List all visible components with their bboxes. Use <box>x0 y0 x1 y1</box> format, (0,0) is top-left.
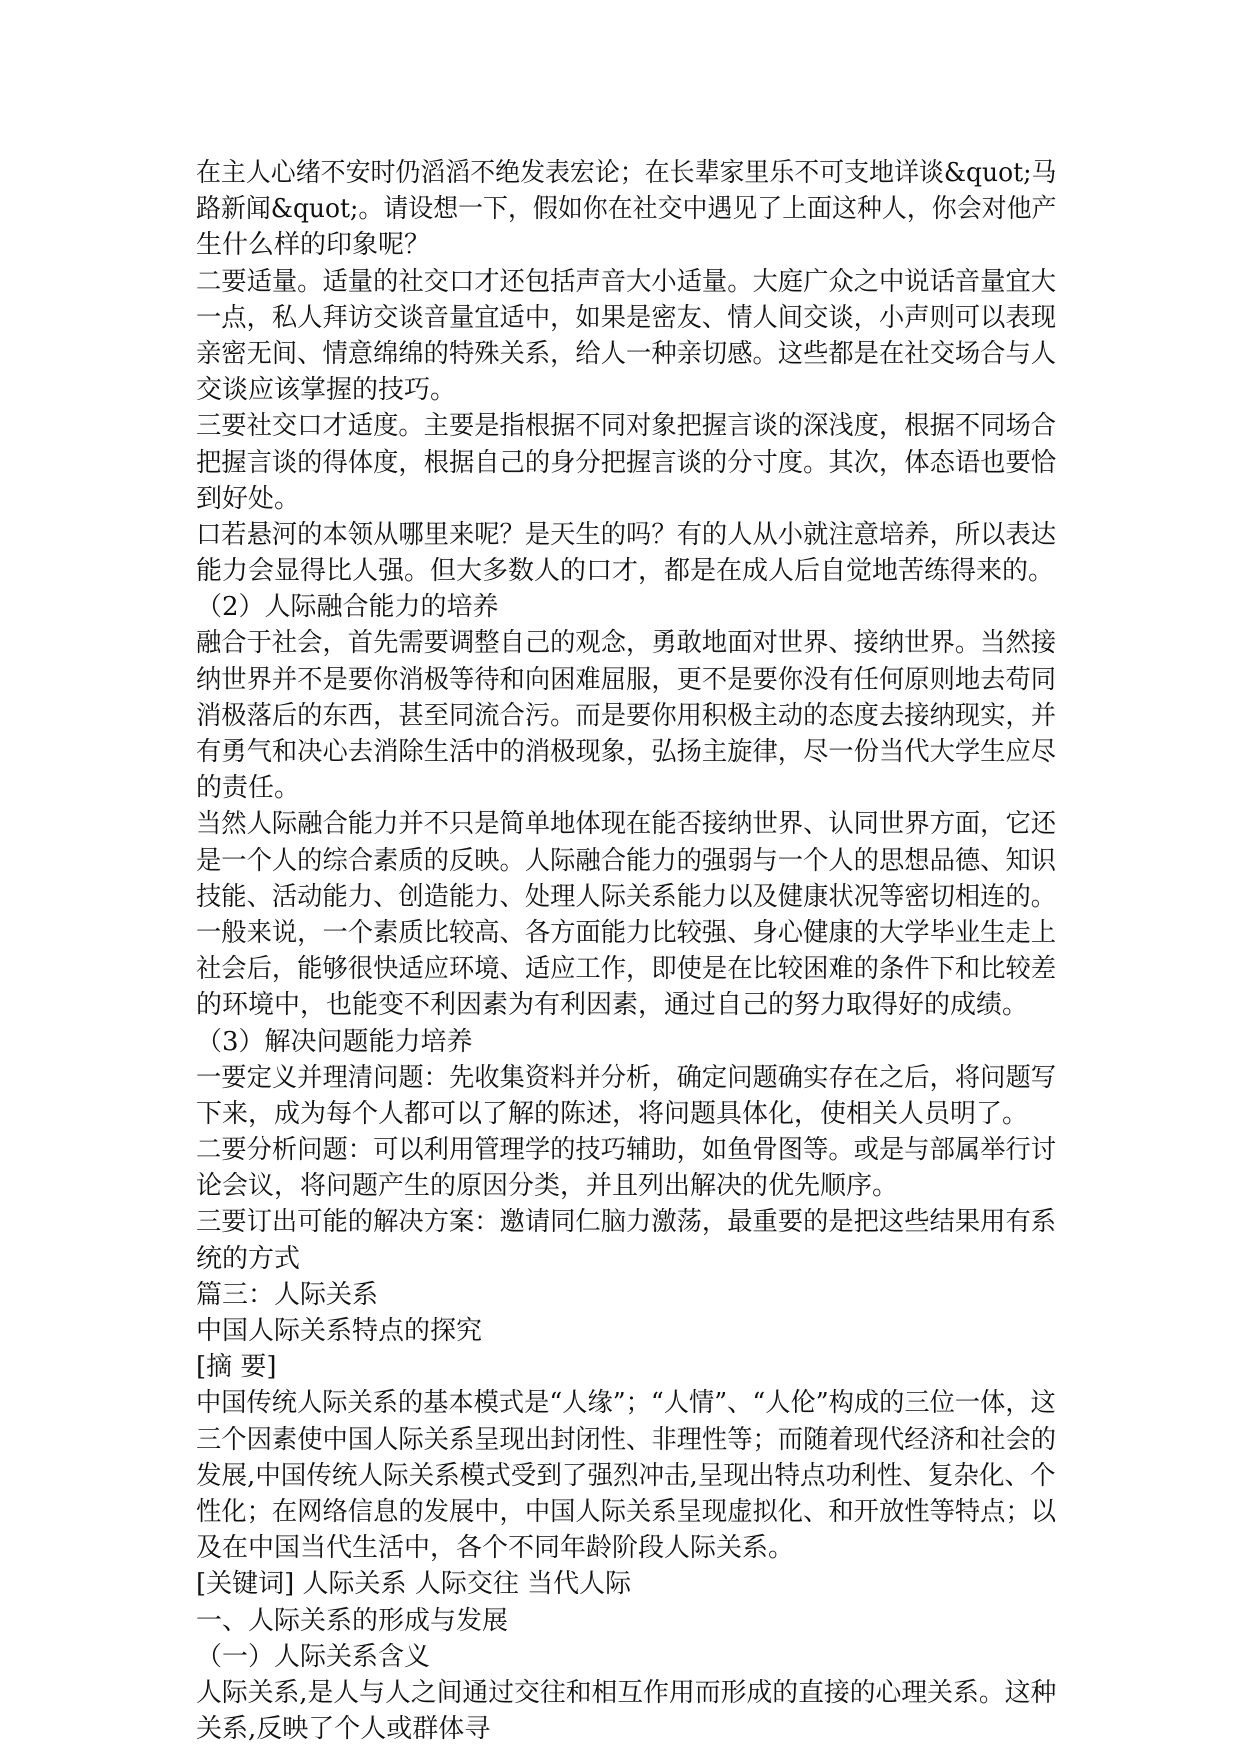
text-line: 社会后，能够很快适应环境、适应工作，即使是在比较困难的条件下和比较差 <box>196 954 1057 985</box>
text-line: 把握言谈的得体度，根据自己的身分把握言谈的分寸度。其次，体态语也要恰 <box>196 447 1057 478</box>
text-line: 一点，私人拜访交谈音量宜适中，如果是密友、情人间交谈，小声则可以表现 <box>196 302 1057 333</box>
text-line: 在主人心绪不安时仍滔滔不绝发表宏论；在长辈家里乐不可支地详谈&quot;马 <box>196 158 1057 188</box>
text-line: 二要适量。适量的社交口才还包括声音大小适量。大庭广众之中说话音量宜大 <box>196 266 1057 297</box>
text-line: 到好处。 <box>196 483 301 514</box>
text-line: 性化；在网络信息的发展中，中国人际关系呈现虚拟化、和开放性等特点；以 <box>196 1496 1057 1527</box>
text-line: 口若悬河的本领从哪里来呢？是天生的吗？有的人从小就注意培养，所以表达 <box>196 519 1057 550</box>
text-line: 是一个人的综合素质的反映。人际融合能力的强弱与一个人的思想品德、知识 <box>196 845 1057 876</box>
text-line: 关系,反映了个人或群体寻 <box>196 1714 491 1745</box>
text-line: 路新闻&quot;。请设想一下，假如你在社交中遇见了上面这种人，你会对他产 <box>196 194 1057 225</box>
text-line: 能力会显得比人强。但大多数人的口才，都是在成人后自觉地苦练得来的。 <box>196 556 1055 587</box>
text-line: 及在中国当代生活中，各个不同年龄阶段人际关系。 <box>196 1533 795 1564</box>
text-line: 三要订出可能的解决方案：邀请同仁脑力激荡，最重要的是把这些结果用有系 <box>196 1207 1057 1238</box>
text-line: （2）人际融合能力的培养 <box>196 592 499 623</box>
text-line: 纳世界并不是要你消极等待和向困难屈服，更不是要你没有任何原则地去苟同 <box>196 664 1057 695</box>
text-line: 的环境中，也能变不利因素为有利因素，通过自己的努力取得好的成绩。 <box>196 990 1029 1021</box>
body-text <box>196 155 1056 1747</box>
text-line: [关键词] 人际关系 人际交往 当代人际 <box>196 1569 632 1600</box>
text-line: 论会议，将问题产生的原因分类，并且列出解决的优先顺序。 <box>196 1171 899 1202</box>
text-line: 篇三：人际关系 <box>196 1279 379 1310</box>
text-line: 交谈应该掌握的技巧。 <box>196 375 457 406</box>
text-line: 中国人际关系特点的探究 <box>196 1316 483 1346</box>
text-line: 发展,中国传统人际关系模式受到了强烈冲击,呈现出特点功利性、复杂化、个 <box>196 1460 1056 1491</box>
text-line: （3）解决问题能力培养 <box>196 1026 473 1057</box>
text-line: 当然人际融合能力并不只是简单地体现在能否接纳世界、认同世界方面，它还 <box>196 809 1057 840</box>
text-line: 三要社交口才适度。主要是指根据不同对象把握言谈的深浅度，根据不同场合 <box>196 411 1057 442</box>
text-line: 一要定义并理清问题：先收集资料并分析，确定问题确实存在之后，将问题写 <box>196 1062 1057 1093</box>
text-line: 人际关系,是人与人之间通过交往和相互作用而形成的直接的心理关系。这种 <box>196 1677 1057 1708</box>
text-line: 技能、活动能力、创造能力、处理人际关系能力以及健康状况等密切相连的。 <box>196 881 1057 912</box>
text-line: 的责任。 <box>196 773 301 804</box>
text-line: 生什么样的印象呢？ <box>196 230 431 261</box>
text-line: 有勇气和决心去消除生活中的消极现象，弘扬主旋律，尽一份当代大学生应尽 <box>196 737 1057 767</box>
text-line: [摘 要] <box>196 1352 277 1383</box>
text-line: 亲密无间、情意绵绵的特殊关系，给人一种亲切感。这些都是在社交场合与人 <box>196 338 1057 369</box>
text-line: 下来，成为每个人都可以了解的陈述，将问题具体化，使相关人员明了。 <box>196 1098 1029 1129</box>
text-line: 二要分析问题：可以利用管理学的技巧辅助，如鱼骨图等。或是与部属举行讨 <box>196 1135 1057 1166</box>
text-line: 中国传统人际关系的基本模式是“人缘”；“人情”、“人伦”构成的三位一体，这 <box>196 1388 1056 1419</box>
text-line: 消极落后的东西，甚至同流合污。而是要你用积极主动的态度去接纳现实，并 <box>196 700 1057 731</box>
text-line: （一）人际关系含义 <box>196 1641 431 1672</box>
text-line: 统的方式 <box>196 1243 301 1274</box>
text-line: 一、人际关系的形成与发展 <box>196 1605 509 1636</box>
text-line: 融合于社会，首先需要调整自己的观念，勇敢地面对世界、接纳世界。当然接 <box>196 628 1057 659</box>
text-line: 一般来说，一个素质比较高、各方面能力比较强、身心健康的大学毕业生走上 <box>196 917 1057 948</box>
text-line: 三个因素使中国人际关系呈现出封闭性、非理性等；而随着现代经济和社会的 <box>196 1424 1057 1455</box>
